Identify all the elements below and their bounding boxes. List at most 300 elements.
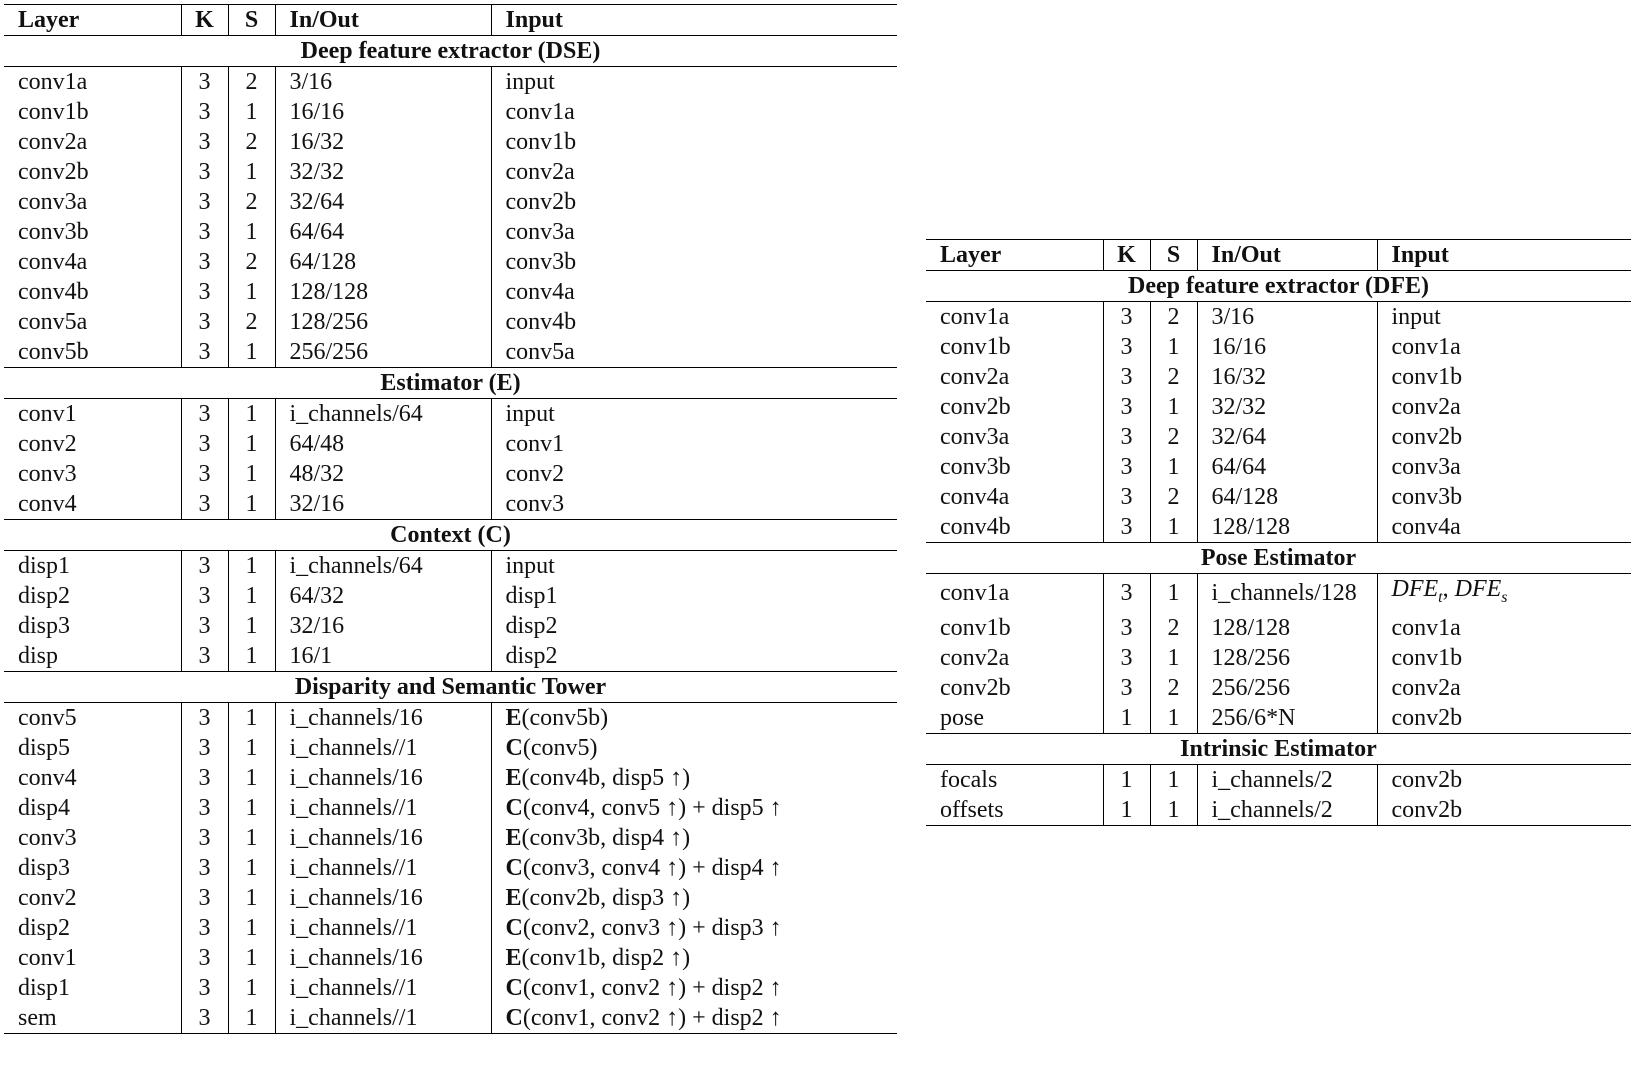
module-prefix: C <box>505 1005 523 1031</box>
table-row <box>4 853 897 883</box>
input-text: conv1a <box>505 99 575 125</box>
layer-cell: conv1b <box>18 99 89 125</box>
k-cell: 3 <box>1103 673 1150 703</box>
input-text: conv4a <box>505 279 575 305</box>
input-cell <box>491 763 897 793</box>
table-row <box>4 551 897 582</box>
inout-cell: i_channels/2 <box>1197 795 1377 826</box>
input-text: disp1 <box>505 583 558 609</box>
input-text: (conv5b) <box>521 705 609 731</box>
k-cell: 3 <box>181 187 228 217</box>
module-prefix: E <box>505 705 522 731</box>
s-cell: 1 <box>228 489 275 520</box>
k-cell: 3 <box>181 943 228 973</box>
table-row <box>4 277 897 307</box>
input-cell: conv2a <box>1377 392 1631 422</box>
input-cell: conv3a <box>1377 452 1631 482</box>
inout-cell: 32/64 <box>1197 422 1377 452</box>
k-cell: 3 <box>181 67 228 98</box>
input-cell <box>491 913 897 943</box>
layer-cell: conv4b <box>940 514 1011 540</box>
table-row <box>926 512 1631 543</box>
s-cell: 2 <box>1150 422 1197 452</box>
k-cell: 1 <box>1103 795 1150 826</box>
inout-cell: 64/128 <box>275 247 491 277</box>
table-row <box>4 913 897 943</box>
inout-cell: 32/32 <box>275 157 491 187</box>
layer-cell: conv1 <box>18 945 77 971</box>
inout-cell: i_channels/64 <box>275 551 491 582</box>
layer-cell: disp3 <box>18 855 71 881</box>
input-cell <box>491 641 897 672</box>
input-cell <box>491 157 897 187</box>
input-text: (conv1b, disp2 ↑) <box>521 945 691 971</box>
inout-cell: 64/128 <box>1197 482 1377 512</box>
layer-cell: conv1b <box>940 614 1011 641</box>
section-row <box>4 672 897 703</box>
input-text: conv4b <box>505 309 577 335</box>
table-row <box>926 422 1631 452</box>
k-cell: 3 <box>181 793 228 823</box>
inout-cell: 3/16 <box>275 67 491 98</box>
inout-cell: i_channels/16 <box>275 823 491 853</box>
k-cell: 3 <box>1103 574 1150 613</box>
inout-cell: 64/32 <box>275 581 491 611</box>
table-row <box>4 489 897 520</box>
s-cell: 1 <box>228 217 275 247</box>
table-row <box>926 795 1631 826</box>
section-row <box>4 36 897 67</box>
layer-cell: conv3 <box>18 825 77 851</box>
header-layer: Layer <box>926 240 1103 271</box>
k-cell: 3 <box>181 337 228 368</box>
table-row <box>4 581 897 611</box>
layer-cell: disp5 <box>18 735 71 761</box>
inout-cell: 16/16 <box>1197 332 1377 362</box>
input-cell: conv2b <box>1377 703 1631 734</box>
input-cell <box>491 217 897 247</box>
layer-cell: conv2 <box>18 431 77 457</box>
table-row <box>4 733 897 763</box>
input-cell: conv3b <box>1377 482 1631 512</box>
input-cell <box>491 489 897 520</box>
table-row <box>4 459 897 489</box>
inout-cell: 16/16 <box>275 97 491 127</box>
input-cell: conv1a <box>1377 332 1631 362</box>
inout-cell: 256/6*N <box>1197 703 1377 734</box>
input-cell <box>491 853 897 883</box>
input-cell <box>491 307 897 337</box>
s-cell: 1 <box>1150 392 1197 422</box>
k-cell: 1 <box>1103 764 1150 795</box>
k-cell: 3 <box>181 277 228 307</box>
input-cell <box>491 337 897 368</box>
s-cell: 1 <box>1150 332 1197 362</box>
input-text: (conv2, conv3 ↑) + disp3 ↑ <box>522 915 782 941</box>
k-cell: 3 <box>181 551 228 582</box>
input-text: conv1b <box>505 129 577 155</box>
s-cell: 1 <box>228 429 275 459</box>
section-title: Estimator (E) <box>4 368 897 399</box>
input-cell <box>491 277 897 307</box>
input-text: conv2a <box>505 159 575 185</box>
inout-cell: i_channels/64 <box>275 399 491 430</box>
section-title: Context (C) <box>4 520 897 551</box>
inout-cell: 128/128 <box>1197 613 1377 643</box>
header-s: S <box>228 5 275 36</box>
k-cell: 3 <box>181 157 228 187</box>
table-row <box>4 307 897 337</box>
table-row <box>926 703 1631 734</box>
s-cell: 2 <box>228 67 275 98</box>
table-row <box>4 127 897 157</box>
input-cell: input <box>1377 302 1631 333</box>
header-k: K <box>181 5 228 36</box>
s-cell: 1 <box>1150 795 1197 826</box>
k-cell: 3 <box>181 399 228 430</box>
k-cell: 3 <box>181 429 228 459</box>
table-row <box>4 247 897 277</box>
input-cell <box>491 611 897 641</box>
input-text: (conv5) <box>522 735 598 761</box>
k-cell: 3 <box>181 1003 228 1034</box>
inout-cell: 16/32 <box>275 127 491 157</box>
input-cell <box>491 581 897 611</box>
s-cell: 1 <box>1150 452 1197 482</box>
layer-cell: disp <box>18 643 59 669</box>
k-cell: 3 <box>1103 482 1150 512</box>
input-cell <box>491 883 897 913</box>
k-cell: 3 <box>181 733 228 763</box>
s-cell: 1 <box>228 459 275 489</box>
layer-cell: disp3 <box>18 613 71 639</box>
inout-cell: 64/64 <box>275 217 491 247</box>
s-cell: 1 <box>228 973 275 1003</box>
section-title: Deep feature extractor (DSE) <box>4 36 897 67</box>
input-cell <box>491 551 897 582</box>
layer-cell: conv1a <box>18 69 88 95</box>
inout-cell: i_channels//1 <box>275 913 491 943</box>
input-cell <box>491 97 897 127</box>
table-row <box>926 574 1631 613</box>
input-text: conv5a <box>505 339 575 365</box>
table-row <box>4 793 897 823</box>
input-cell <box>1377 574 1631 613</box>
table-row <box>4 217 897 247</box>
s-cell: 1 <box>228 337 275 368</box>
section-title: Deep feature extractor (DFE) <box>926 271 1631 302</box>
input-cell <box>491 127 897 157</box>
table-row <box>4 973 897 1003</box>
inout-cell: i_channels//1 <box>275 1003 491 1034</box>
table-row <box>926 302 1631 333</box>
inout-cell: i_channels//1 <box>275 733 491 763</box>
section-row <box>926 271 1631 302</box>
input-cell <box>491 943 897 973</box>
layer-cell: conv5 <box>18 705 77 731</box>
k-cell: 3 <box>1103 643 1150 673</box>
table-row <box>4 641 897 672</box>
input-cell <box>491 973 897 1003</box>
input-text: conv3a <box>505 219 575 245</box>
layer-cell: conv4 <box>18 491 77 517</box>
input-text: conv3 <box>505 491 565 517</box>
inout-cell: 64/48 <box>275 429 491 459</box>
s-cell: 1 <box>228 611 275 641</box>
layer-cell: conv4a <box>940 484 1010 510</box>
layer-cell: conv3a <box>940 424 1010 450</box>
k-cell: 3 <box>181 973 228 1003</box>
module-prefix: C <box>505 795 523 821</box>
layer-cell: conv3 <box>18 461 77 487</box>
k-cell: 3 <box>1103 362 1150 392</box>
layer-cell: conv3b <box>940 454 1011 480</box>
input-cell: conv2a <box>1377 673 1631 703</box>
input-text: conv3b <box>505 249 577 275</box>
inout-cell: i_channels//1 <box>275 973 491 1003</box>
table-row <box>926 452 1631 482</box>
k-cell: 3 <box>181 611 228 641</box>
layer-cell: conv1b <box>940 334 1011 360</box>
k-cell: 3 <box>181 127 228 157</box>
input-text: disp2 <box>505 643 558 669</box>
section-title: Pose Estimator <box>926 543 1631 574</box>
s-cell: 1 <box>228 641 275 672</box>
table-row <box>4 611 897 641</box>
s-cell: 1 <box>228 551 275 582</box>
table-row <box>926 613 1631 643</box>
header-layer: Layer <box>4 5 181 36</box>
input-text: disp2 <box>505 613 558 639</box>
k-cell: 3 <box>181 913 228 943</box>
s-cell: 2 <box>228 187 275 217</box>
input-cell: conv4a <box>1377 512 1631 543</box>
layer-cell: conv5a <box>18 309 88 335</box>
s-cell: 2 <box>1150 673 1197 703</box>
table-row <box>4 763 897 793</box>
k-cell: 3 <box>1103 302 1150 333</box>
s-cell: 1 <box>1150 574 1197 613</box>
input-text: (conv1, conv2 ↑) + disp2 ↑ <box>522 1005 782 1031</box>
k-cell: 3 <box>181 581 228 611</box>
module-prefix: C <box>505 915 523 941</box>
k-cell: 3 <box>181 247 228 277</box>
header-input: Input <box>491 5 897 36</box>
table-row <box>4 399 897 430</box>
inout-cell: 16/32 <box>1197 362 1377 392</box>
inout-cell: 128/256 <box>275 307 491 337</box>
table-row <box>4 1003 897 1034</box>
input-cell <box>491 187 897 217</box>
input-cell <box>491 823 897 853</box>
table-row <box>926 482 1631 512</box>
table-row <box>926 764 1631 795</box>
k-cell: 3 <box>1103 332 1150 362</box>
s-cell: 1 <box>1150 703 1197 734</box>
layer-cell: conv2b <box>940 394 1011 420</box>
s-cell: 1 <box>228 581 275 611</box>
input-text: input <box>505 69 555 95</box>
header-inout: In/Out <box>1197 240 1377 271</box>
layer-cell: conv2b <box>940 674 1011 701</box>
s-cell: 1 <box>228 703 275 734</box>
input-cell <box>491 793 897 823</box>
k-cell: 3 <box>1103 392 1150 422</box>
table-row <box>4 337 897 368</box>
inout-cell: i_channels/16 <box>275 943 491 973</box>
input-text: conv2b <box>505 189 577 215</box>
section-row <box>4 520 897 551</box>
k-cell: 3 <box>181 853 228 883</box>
layer-cell: conv2a <box>940 364 1010 390</box>
k-cell: 3 <box>181 883 228 913</box>
layer-cell: conv3b <box>18 219 89 245</box>
s-cell: 1 <box>1150 643 1197 673</box>
input-cell <box>491 67 897 98</box>
input-cell: conv1a <box>1377 613 1631 643</box>
input-cell: conv1b <box>1377 362 1631 392</box>
s-cell: 1 <box>228 97 275 127</box>
k-cell: 3 <box>181 823 228 853</box>
table-row <box>4 703 897 734</box>
s-cell: 1 <box>228 157 275 187</box>
inout-cell: 48/32 <box>275 459 491 489</box>
input-text: (conv4b, disp5 ↑) <box>521 765 691 791</box>
k-cell: 3 <box>1103 613 1150 643</box>
s-cell: 1 <box>228 853 275 883</box>
s-cell: 1 <box>228 399 275 430</box>
input-text: (conv4, conv5 ↑) + disp5 ↑ <box>522 795 782 821</box>
layer-cell: offsets <box>926 795 1103 826</box>
k-cell: 3 <box>181 459 228 489</box>
table-dfe-architecture <box>926 239 1631 826</box>
layer-cell: disp2 <box>18 915 71 941</box>
table-row <box>4 187 897 217</box>
input-text: (conv3, conv4 ↑) + disp4 ↑ <box>522 855 782 881</box>
inout-cell: i_channels/16 <box>275 883 491 913</box>
input-cell: conv2b <box>1377 795 1631 826</box>
inout-cell: i_channels/16 <box>275 763 491 793</box>
input-cell: conv2b <box>1377 764 1631 795</box>
k-cell: 3 <box>1103 512 1150 543</box>
inout-cell: i_channels//1 <box>275 853 491 883</box>
inout-cell: 256/256 <box>1197 673 1377 703</box>
section-row <box>4 368 897 399</box>
table-row <box>4 97 897 127</box>
table-row <box>4 823 897 853</box>
inout-cell: 32/32 <box>1197 392 1377 422</box>
k-cell: 3 <box>181 307 228 337</box>
table-dse-architecture <box>4 4 897 1034</box>
input-text: (conv1, conv2 ↑) + disp2 ↑ <box>522 975 782 1001</box>
module-prefix: E <box>505 825 522 851</box>
k-cell: 3 <box>181 489 228 520</box>
inout-cell: 32/16 <box>275 611 491 641</box>
inout-cell: 64/64 <box>1197 452 1377 482</box>
s-cell: 2 <box>228 247 275 277</box>
inout-cell: 128/128 <box>275 277 491 307</box>
input-text: conv2 <box>505 461 565 487</box>
s-cell: 2 <box>1150 613 1197 643</box>
module-prefix: C <box>505 975 523 1001</box>
layer-cell: conv4 <box>18 765 77 791</box>
layer-cell: conv5b <box>18 339 89 365</box>
layer-cell: sem <box>4 1003 181 1034</box>
layer-cell: conv1a <box>940 580 1010 607</box>
layer-cell: conv4a <box>18 249 88 275</box>
k-cell: 1 <box>1103 703 1150 734</box>
s-cell: 1 <box>1150 764 1197 795</box>
inout-cell: 32/16 <box>275 489 491 520</box>
layer-cell: conv4b <box>18 279 89 305</box>
layer-cell: conv3a <box>18 189 88 215</box>
layer-cell: disp1 <box>18 975 71 1001</box>
module-prefix: C <box>505 855 523 881</box>
module-prefix: E <box>505 945 522 971</box>
s-cell: 2 <box>228 127 275 157</box>
layer-cell: focals <box>940 766 998 793</box>
k-cell: 3 <box>181 97 228 127</box>
table-row <box>926 332 1631 362</box>
module-prefix: C <box>505 735 523 761</box>
inout-cell: i_channels/2 <box>1197 764 1377 795</box>
layer-cell: conv2 <box>18 885 77 911</box>
k-cell: 3 <box>181 641 228 672</box>
input-cell <box>491 1003 897 1034</box>
input-cell <box>491 703 897 734</box>
input-text: (conv2b, disp3 ↑) <box>521 885 691 911</box>
s-cell: 1 <box>228 277 275 307</box>
header-row <box>926 240 1631 271</box>
k-cell: 3 <box>1103 452 1150 482</box>
inout-cell: i_channels//1 <box>275 793 491 823</box>
input-cell <box>491 429 897 459</box>
table-row <box>4 67 897 98</box>
inout-cell: 256/256 <box>275 337 491 368</box>
table-row <box>4 429 897 459</box>
table-row <box>926 362 1631 392</box>
section-title: Disparity and Semantic Tower <box>4 672 897 703</box>
inout-cell: i_channels/16 <box>275 703 491 734</box>
layer-cell: disp4 <box>18 795 71 821</box>
input-cell <box>491 733 897 763</box>
input-cell <box>491 247 897 277</box>
inout-cell: 3/16 <box>1197 302 1377 333</box>
s-cell: 2 <box>1150 482 1197 512</box>
k-cell: 3 <box>181 703 228 734</box>
s-cell: 1 <box>228 733 275 763</box>
table-row <box>926 643 1631 673</box>
inout-cell: 128/128 <box>1197 512 1377 543</box>
input-cell <box>491 399 897 430</box>
input-cell: conv1b <box>1377 643 1631 673</box>
layer-cell: disp2 <box>18 583 71 609</box>
table-row <box>4 157 897 187</box>
header-row <box>4 5 897 36</box>
section-title: Intrinsic Estimator <box>926 733 1631 764</box>
module-prefix: E <box>505 885 522 911</box>
k-cell: 3 <box>181 763 228 793</box>
k-cell: 3 <box>181 217 228 247</box>
s-cell: 1 <box>228 823 275 853</box>
input-text: conv1 <box>505 431 565 457</box>
input-text: (conv3b, disp4 ↑) <box>521 825 691 851</box>
inout-cell: 16/1 <box>275 641 491 672</box>
table-row <box>4 883 897 913</box>
s-cell: 1 <box>228 763 275 793</box>
k-cell: 3 <box>1103 422 1150 452</box>
s-cell: 1 <box>228 793 275 823</box>
